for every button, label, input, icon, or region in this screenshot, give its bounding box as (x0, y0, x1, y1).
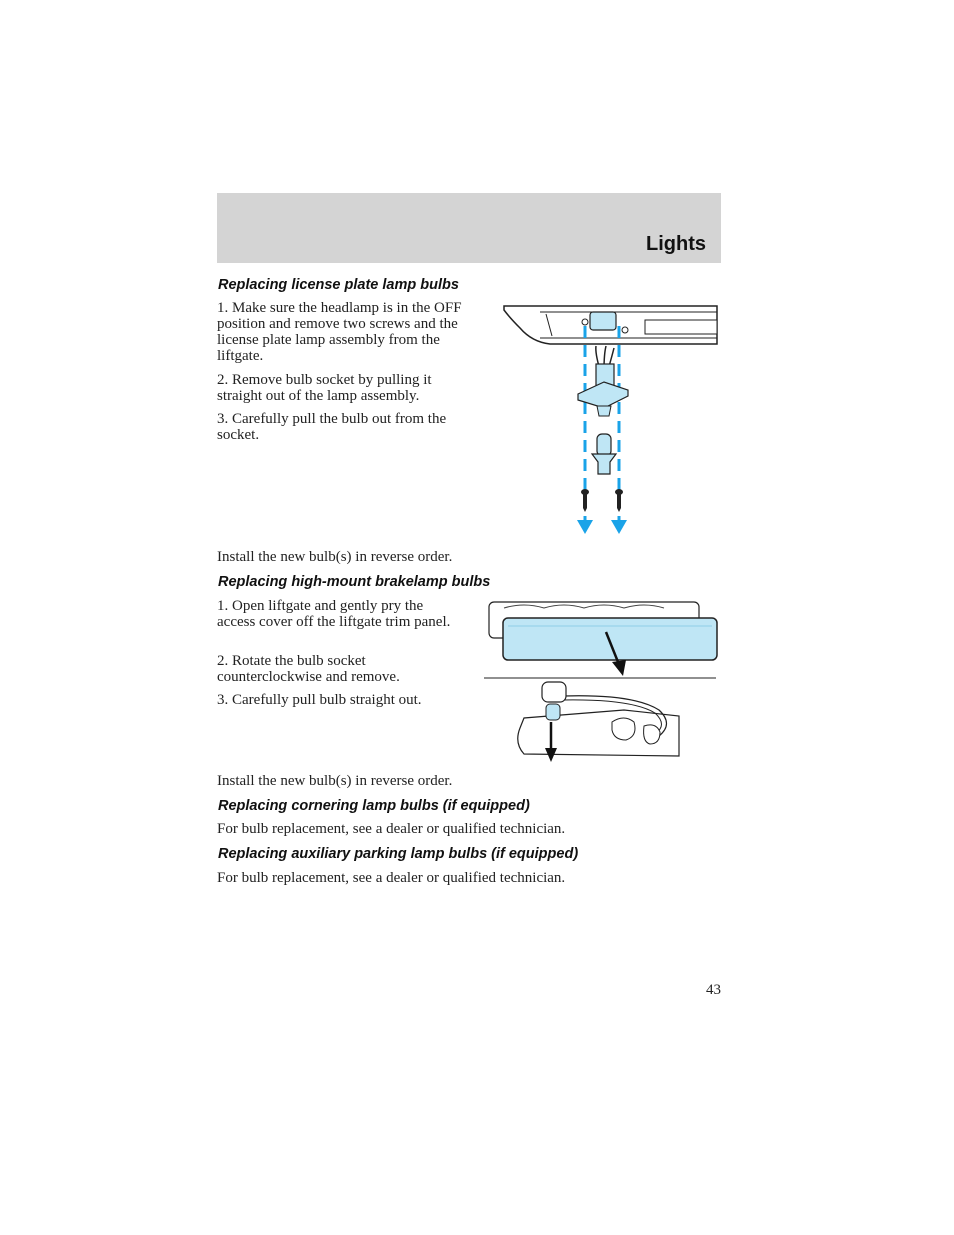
heading-license-plate: Replacing license plate lamp bulbs (218, 277, 459, 293)
license-closing: Install the new bulb(s) in reverse order. (217, 549, 453, 565)
heading-auxiliary: Replacing auxiliary parking lamp bulbs (if equipped) (218, 846, 579, 862)
license-step-3: 3. Carefully pull the bulb out from the socket. (217, 411, 447, 443)
heading-high-mount: Replacing high-mount brakelamp bulbs (218, 574, 491, 590)
license-plate-lamp-diagram (500, 298, 722, 538)
cornering-body: For bulb replacement, see a dealer or qualified technician. (217, 821, 566, 837)
section-title: Lights (646, 233, 706, 255)
page-number: 43 (706, 982, 721, 998)
header-band (217, 193, 721, 263)
brakelamp-step-1: 1. Open liftgate and gently pry the access cover off the liftgate trim panel. (217, 598, 451, 630)
heading-cornering: Replacing cornering lamp bulbs (if equipped) (218, 798, 530, 814)
license-step-1: 1. Make sure the headlamp is in the OFF position and remove two screws and the license plate lamp assembly from the liftgate. (217, 300, 462, 364)
brakelamp-closing: Install the new bulb(s) in reverse order. (217, 773, 453, 789)
brakelamp-diagram (484, 598, 720, 764)
auxiliary-body: For bulb replacement, see a dealer or qualified technician. (217, 870, 566, 886)
brakelamp-step-3: 3. Carefully pull bulb straight out. (217, 692, 422, 708)
brakelamp-step-2: 2. Rotate the bulb socket counterclockwise and remove. (217, 653, 400, 685)
license-step-2: 2. Remove bulb socket by pulling it straight out of the lamp assembly. (217, 372, 432, 404)
